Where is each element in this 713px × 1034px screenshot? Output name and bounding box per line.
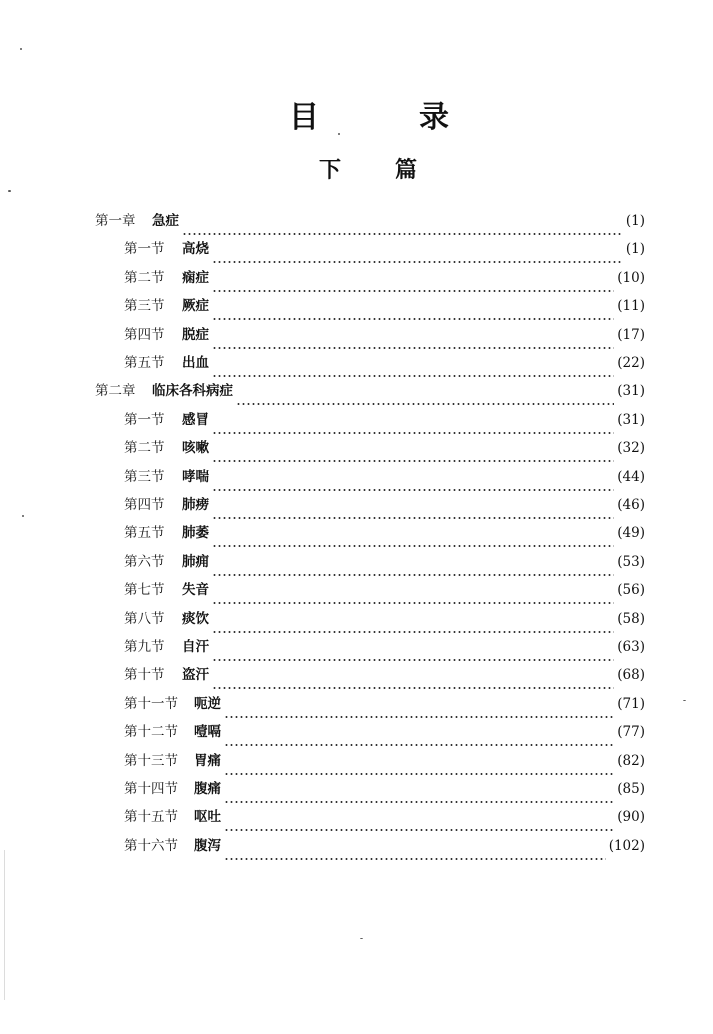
toc-entry-number: 第四节	[124, 326, 165, 343]
toc-entry-title: 腹泻	[194, 837, 221, 854]
toc-dot-leader	[212, 576, 614, 604]
subtitle-char-2: 篇	[395, 158, 418, 183]
toc-entry-title: 噎嗝	[194, 724, 221, 741]
toc-entry-number: 第一章	[95, 213, 136, 229]
subtitle-char-1: 下	[319, 158, 342, 183]
toc-dot-leader	[224, 832, 606, 860]
toc-dot-leader	[224, 775, 614, 803]
toc-entry-number: 第十五节	[124, 809, 178, 826]
toc-entry-title: 厥症	[182, 298, 209, 315]
toc-entry-number: 第十三节	[124, 752, 178, 769]
toc-page-number: (53)	[617, 553, 645, 570]
toc-entry-number: 第二章	[95, 383, 136, 400]
toc-page-number: (31)	[617, 383, 645, 400]
toc-page-number: (63)	[617, 639, 645, 655]
toc-page-number: (11)	[617, 298, 645, 315]
toc-dot-leader	[212, 292, 614, 320]
toc-section-row[interactable]	[124, 775, 645, 803]
scan-speck	[8, 190, 11, 192]
toc-dot-leader	[212, 463, 614, 491]
toc-entry-title: 肺痈	[182, 553, 209, 570]
toc-page-number: (90)	[617, 809, 645, 826]
toc-entry-number: 第二节	[124, 440, 165, 457]
toc-section-row[interactable]	[124, 434, 645, 462]
toc-section-row[interactable]	[124, 832, 645, 860]
toc-entry-number: 第二节	[124, 269, 165, 286]
title-char-2: 录	[419, 100, 449, 135]
toc-page-number: (31)	[617, 411, 645, 428]
toc-section-row[interactable]	[124, 718, 645, 746]
toc-entry-title: 呕吐	[194, 809, 221, 826]
toc-dot-leader	[212, 519, 614, 547]
toc-section-row[interactable]	[124, 519, 645, 547]
toc-entry-number: 第十一节	[124, 695, 178, 712]
toc-section-row[interactable]	[124, 605, 645, 633]
toc-entry-number: 第九节	[124, 639, 165, 655]
toc-dot-leader	[224, 803, 614, 831]
toc-section-row[interactable]	[124, 690, 645, 718]
toc-entry-number: 第五节	[124, 525, 165, 542]
title-char-1: 目	[289, 100, 319, 135]
toc-entry-number: 第十节	[124, 667, 165, 684]
toc-section-row[interactable]	[124, 747, 645, 775]
toc-dot-leader	[224, 747, 614, 775]
toc-dot-leader	[212, 349, 614, 377]
toc-entry-title: 哮喘	[182, 468, 209, 485]
toc-page-number: (77)	[617, 724, 645, 741]
toc-dot-leader	[212, 321, 614, 349]
toc-entry-number: 第六节	[124, 553, 165, 570]
toc-section-row[interactable]	[124, 349, 645, 377]
toc-entry-number: 第三节	[124, 298, 165, 315]
toc-section-row[interactable]	[124, 321, 645, 349]
toc-page-number: (82)	[617, 752, 645, 769]
toc-dot-leader	[212, 434, 614, 462]
toc-page-number: (32)	[617, 440, 645, 457]
toc-section-row[interactable]	[124, 661, 645, 689]
toc-page-number: (1)	[625, 213, 645, 229]
toc-entry-title: 痫症	[182, 269, 209, 286]
toc-entry-title: 盗汗	[182, 667, 209, 684]
toc-page-number: (56)	[617, 582, 645, 599]
toc-dot-leader	[182, 207, 623, 235]
toc-dot-leader	[212, 633, 614, 661]
toc-entry-title: 失音	[182, 582, 209, 599]
toc-dot-leader	[212, 605, 614, 633]
toc-entry-number: 第八节	[124, 610, 165, 627]
toc-page-number: (46)	[617, 497, 645, 513]
toc-entry-title: 腹痛	[194, 781, 221, 797]
scan-speck	[20, 48, 22, 50]
toc-dot-leader	[224, 718, 614, 746]
toc-section-row[interactable]	[124, 292, 645, 320]
toc-entry-number: 第十六节	[124, 837, 178, 854]
toc-chapter-row[interactable]	[95, 377, 645, 405]
scan-speck	[683, 700, 686, 701]
toc-dot-leader	[212, 548, 614, 576]
toc-section-row[interactable]	[124, 548, 645, 576]
toc-entry-title: 咳嗽	[182, 440, 209, 457]
toc-entry-number: 第十四节	[124, 781, 178, 797]
toc-entry-title: 急症	[152, 213, 179, 229]
toc-section-row[interactable]	[124, 491, 645, 519]
toc-entry-title: 肺萎	[182, 525, 209, 542]
toc-entry-title: 胃痛	[194, 752, 221, 769]
page-title	[0, 96, 713, 140]
toc-page-number: (102)	[608, 837, 645, 854]
toc-section-row[interactable]	[124, 264, 645, 292]
toc-page-number: (1)	[625, 241, 645, 258]
toc-page-number: (85)	[617, 781, 645, 797]
toc-entry-title: 痰饮	[182, 610, 209, 627]
toc-entry-number: 第一节	[124, 241, 165, 258]
toc-chapter-row[interactable]	[95, 207, 645, 235]
toc-entry-title: 肺痨	[182, 497, 209, 513]
toc-section-row[interactable]	[124, 633, 645, 661]
toc-page-number: (44)	[617, 468, 645, 485]
toc-dot-leader	[212, 235, 623, 263]
toc-section-row[interactable]	[124, 235, 645, 263]
toc-dot-leader	[212, 406, 614, 434]
toc-section-row[interactable]	[124, 576, 645, 604]
toc-entry-number: 第一节	[124, 411, 165, 428]
toc-page-number: (58)	[617, 610, 645, 627]
toc-entry-title: 自汗	[182, 639, 209, 655]
toc-dot-leader	[212, 661, 614, 689]
toc-entry-number: 第四节	[124, 497, 165, 513]
toc-page-number: (22)	[617, 355, 645, 371]
toc-dot-leader	[212, 264, 614, 292]
toc-entry-number: 第十二节	[124, 724, 178, 741]
toc-entry-title: 呃逆	[194, 695, 221, 712]
toc-section-row[interactable]	[124, 406, 645, 434]
toc-entry-title: 感冒	[182, 411, 209, 428]
toc-section-row[interactable]	[124, 463, 645, 491]
toc-page-number: (10)	[617, 269, 645, 286]
toc-entry-title: 出血	[182, 355, 209, 371]
toc-entry-number: 第五节	[124, 355, 165, 371]
toc-page-number: (17)	[617, 326, 645, 343]
scan-speck	[22, 515, 24, 517]
toc-entry-number: 第七节	[124, 582, 165, 599]
scan-speck	[360, 938, 363, 939]
page-subtitle	[0, 153, 713, 189]
toc-entry-title: 临床各科病症	[152, 383, 233, 400]
toc-entry-title: 脱症	[182, 326, 209, 343]
scan-edge-line	[4, 850, 5, 1000]
toc-entry-title: 高烧	[182, 241, 209, 258]
toc-section-row[interactable]	[124, 803, 645, 831]
toc-dot-leader	[212, 491, 614, 519]
toc-dot-leader	[224, 690, 614, 718]
toc-page-number: (49)	[617, 525, 645, 542]
toc-page-number: (71)	[617, 695, 645, 712]
scan-speck	[338, 133, 340, 135]
toc-page-number: (68)	[617, 667, 645, 684]
toc-dot-leader	[236, 377, 614, 405]
toc-entry-number: 第三节	[124, 468, 165, 485]
